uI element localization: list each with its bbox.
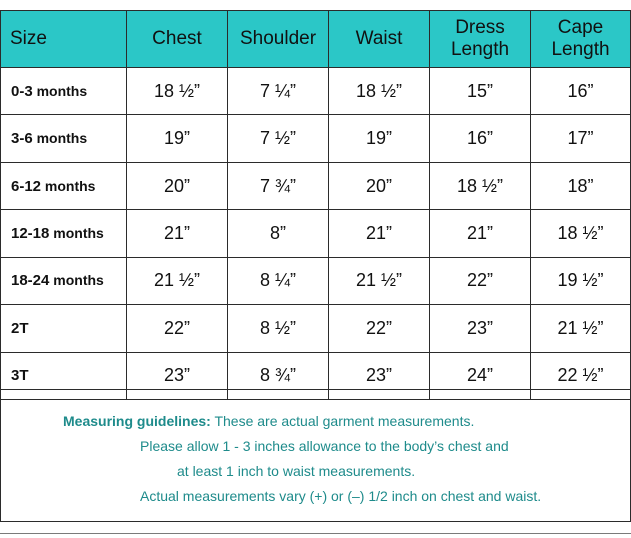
waist-cell: 23”: [329, 352, 430, 399]
header-dress-length: [430, 11, 531, 68]
size-label: 3T: [11, 367, 29, 385]
size-cell: [1, 305, 127, 352]
dress-length-cell: 23”: [430, 305, 531, 352]
bottom-divider: [0, 533, 631, 534]
header-cape-length: [531, 11, 631, 68]
size-label: 0-3: [11, 82, 33, 100]
cape-length-cell: 19 ½”: [531, 257, 631, 304]
waist-cell: 21”: [329, 210, 430, 257]
dress-length-cell: 18 ½”: [430, 162, 531, 209]
cape-length-cell: 21 ½”: [531, 305, 631, 352]
guidelines-line-1-text: These are actual garment measurements.: [210, 413, 475, 429]
chest-cell: 22”: [127, 305, 228, 352]
cape-length-cell: 18 ½”: [531, 210, 631, 257]
waist-cell: 20”: [329, 162, 430, 209]
size-cell: [1, 115, 127, 162]
waist-cell: 21 ½”: [329, 257, 430, 304]
chest-cell: 20”: [127, 162, 228, 209]
table-row: [1, 68, 631, 115]
guidelines-title: Measuring guidelines:: [63, 413, 211, 429]
header-dress-line2: Length: [450, 39, 510, 60]
guidelines-line-2: Please allow 1 - 3 inches allowance to the body’s chest and: [140, 438, 509, 454]
measuring-guidelines: [0, 389, 631, 522]
header-row: [1, 11, 631, 68]
cape-length-cell: 17”: [531, 115, 631, 162]
dress-length-cell: 16”: [430, 115, 531, 162]
chest-cell: 23”: [127, 352, 228, 399]
waist-cell: 19”: [329, 115, 430, 162]
shoulder-cell: 7 ¼”: [228, 68, 329, 115]
shoulder-cell: 7 ¾”: [228, 162, 329, 209]
dress-length-cell: 15”: [430, 68, 531, 115]
size-unit: months: [49, 224, 104, 241]
table-row: [1, 115, 631, 162]
guidelines-line-1: [63, 413, 474, 429]
size-unit: months: [49, 272, 104, 289]
size-label: 18-24: [11, 272, 50, 290]
chest-cell: 21 ½”: [127, 257, 228, 304]
table-row: [1, 257, 631, 304]
size-cell: [1, 257, 127, 304]
cape-length-cell: 22 ½”: [531, 352, 631, 399]
size-cell: [1, 68, 127, 115]
shoulder-cell: 8”: [228, 210, 329, 257]
header-waist: Waist: [329, 11, 430, 68]
guidelines-line-4: Actual measurements vary (+) or (–) 1/2 inch on chest and waist.: [140, 488, 542, 504]
chest-cell: 18 ½”: [127, 68, 228, 115]
dress-length-cell: 22”: [430, 257, 531, 304]
size-unit: months: [32, 130, 88, 147]
shoulder-cell: 8 ½”: [228, 305, 329, 352]
shoulder-cell: 8 ¾”: [228, 352, 329, 399]
table-row: [1, 305, 631, 352]
size-label: 3-6: [11, 130, 33, 148]
header-chest: Chest: [127, 11, 228, 68]
cape-length-cell: 16”: [531, 68, 631, 115]
dress-length-cell: 21”: [430, 210, 531, 257]
size-unit: months: [32, 82, 88, 99]
waist-cell: 18 ½”: [329, 68, 430, 115]
shoulder-cell: 7 ½”: [228, 115, 329, 162]
size-label: 2T: [11, 319, 29, 337]
size-table: [0, 10, 631, 400]
size-label: 12-18: [11, 224, 50, 242]
chest-cell: 21”: [127, 210, 228, 257]
header-cape-line2: Length: [551, 39, 610, 60]
table-row: [1, 162, 631, 209]
guidelines-line-3: at least 1 inch to waist measurements.: [177, 463, 416, 479]
table-row: [1, 210, 631, 257]
size-cell: [1, 210, 127, 257]
shoulder-cell: 8 ¼”: [228, 257, 329, 304]
size-label: 6-12: [11, 177, 42, 195]
waist-cell: 22”: [329, 305, 430, 352]
header-dress-line1: Dress: [455, 17, 505, 38]
size-cell: [1, 162, 127, 209]
header-cape-line1: Cape: [557, 17, 604, 38]
chest-cell: 19”: [127, 115, 228, 162]
cape-length-cell: 18”: [531, 162, 631, 209]
size-unit: months: [41, 177, 96, 194]
header-shoulder: Shoulder: [228, 11, 329, 68]
dress-length-cell: 24”: [430, 352, 531, 399]
header-size: Size: [1, 11, 127, 68]
